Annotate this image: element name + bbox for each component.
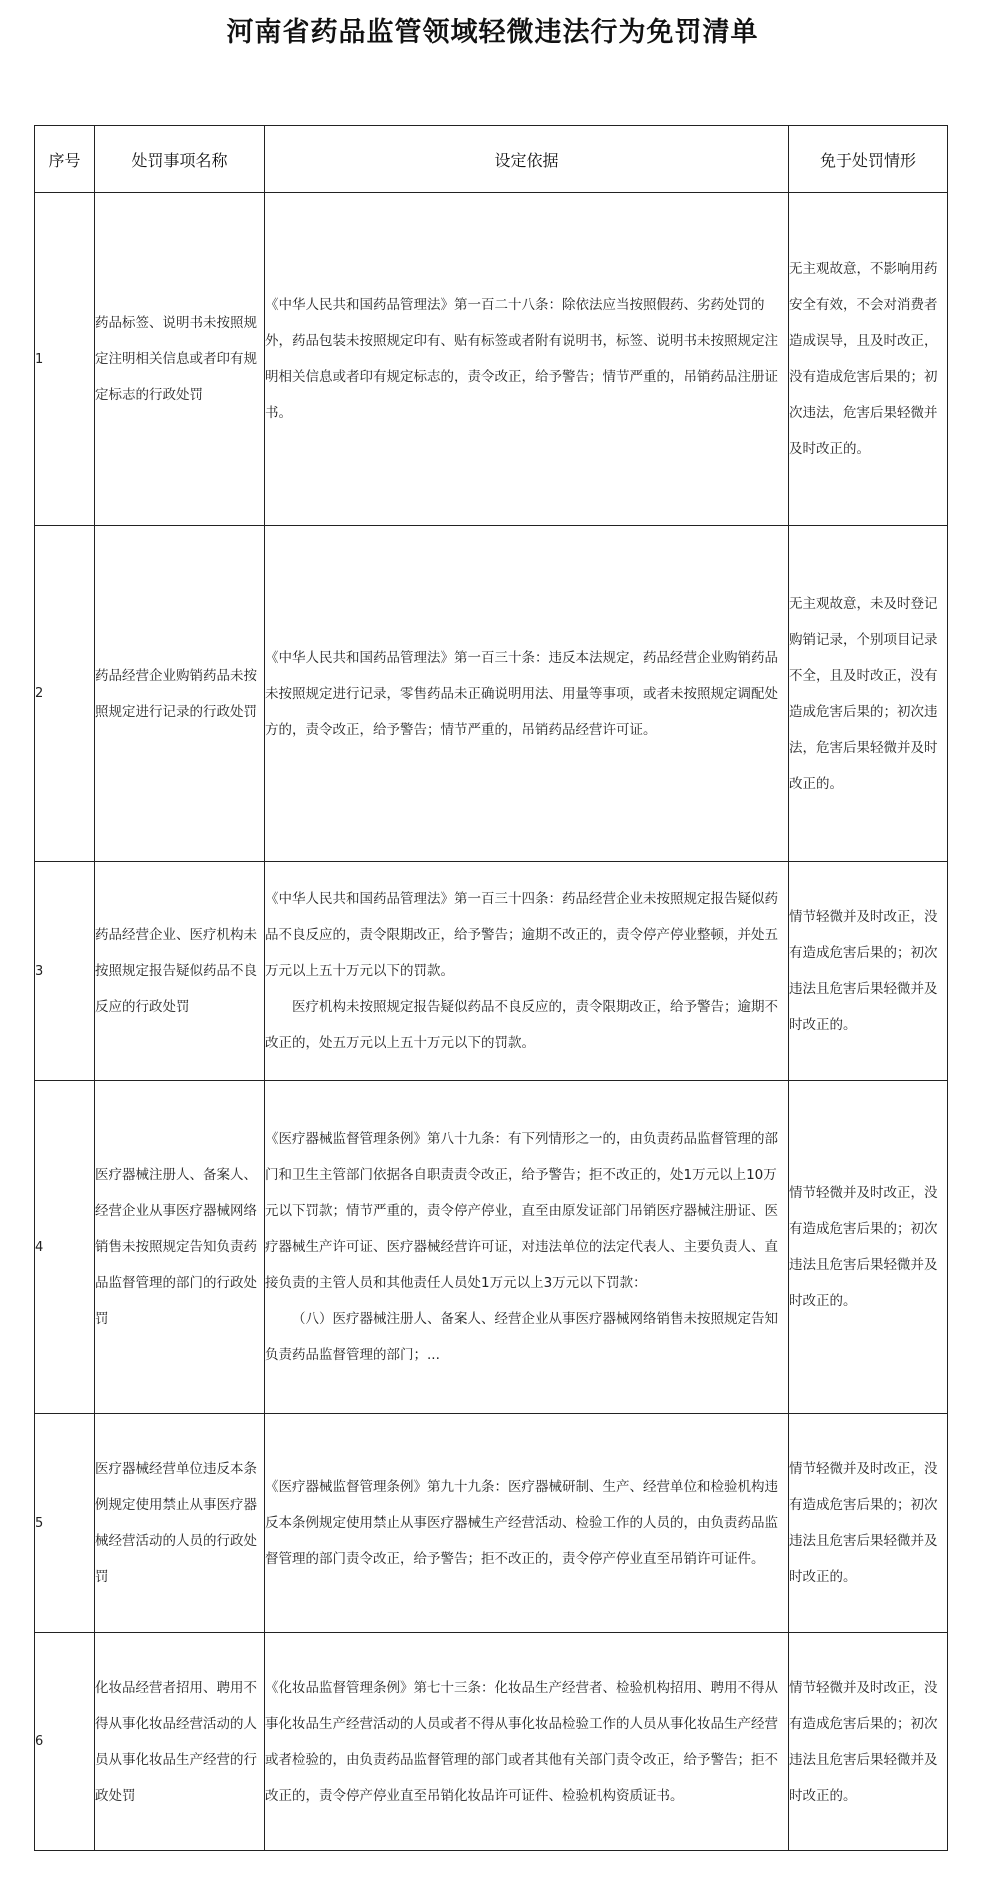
- penalty-item-name: 医疗器械经营单位违反本条例规定使用禁止从事医疗器械经营活动的人员的行政处罚: [95, 1414, 265, 1633]
- row-number: 4: [35, 1081, 95, 1414]
- table-row: [35, 1633, 948, 1851]
- penalty-item-name: 药品经营企业、医疗机构未按照规定报告疑似药品不良反应的行政处罚: [95, 862, 265, 1081]
- penalty-item-name: 医疗器械注册人、备案人、经营企业从事医疗器械网络销售未按照规定告知负责药品监督管理的部门的行政处罚: [95, 1081, 265, 1414]
- table-row: [35, 526, 948, 862]
- legal-basis-paragraph: 医疗机构未按照规定报告疑似药品不良反应的，责令限期改正，给予警告；逾期不改正的，处五万元以上五十万元以下的罚款。: [265, 999, 778, 1051]
- exemption-condition: 无主观故意，未及时登记购销记录，个别项目记录不全，且及时改正，没有造成危害后果的；初次违法，危害后果轻微并及时改正的。: [789, 526, 948, 862]
- legal-basis-paragraph: 《医疗器械监督管理条例》第九十九条：医疗器械研制、生产、经营单位和检验机构违反本条例规定使用禁止从事医疗器械生产经营活动、检验工作的人员的，由负责药品监督管理的部门责令改正，给予警告；拒不改正的，责令停产停业直至吊销许可证件。: [265, 1479, 778, 1567]
- legal-basis-paragraph: 《医疗器械监督管理条例》第八十九条：有下列情形之一的，由负责药品监督管理的部门和卫生主管部门依据各自职责责令改正，给予警告；拒不改正的，处1万元以上10万元以下罚款；情节严重的，责令停产停业，直至由原发证部门吊销医疗器械注册证、医疗器械生产许可证、医疗器械经营许可证，对违法单位的法定代表人、主要负责人、直接负责的主管人员和其他责任人员处1万元以上3万元以下罚款：: [265, 1131, 778, 1291]
- header-legal-basis: 设定依据: [265, 126, 789, 193]
- penalty-item-name: 化妆品经营者招用、聘用不得从事化妆品经营活动的人员从事化妆品生产经营的行政处罚: [95, 1633, 265, 1851]
- exemption-condition: 情节轻微并及时改正，没有造成危害后果的；初次违法且危害后果轻微并及时改正的。: [789, 1414, 948, 1633]
- table-header-row: [35, 126, 948, 193]
- legal-basis: [265, 193, 789, 526]
- exemption-condition: 情节轻微并及时改正，没有造成危害后果的；初次违法且危害后果轻微并及时改正的。: [789, 1633, 948, 1851]
- legal-basis: [265, 862, 789, 1081]
- header-item-name: 处罚事项名称: [95, 126, 265, 193]
- legal-basis-paragraph: 《中华人民共和国药品管理法》第一百三十条：违反本法规定，药品经营企业购销药品未按照规定进行记录，零售药品未正确说明用法、用量等事项，或者未按照规定调配处方的，责令改正，给予警告；情节严重的，吊销药品经营许可证。: [265, 649, 778, 738]
- row-number: 2: [35, 526, 95, 862]
- row-number: 5: [35, 1414, 95, 1633]
- legal-basis: [265, 1414, 789, 1633]
- header-number: 序号: [35, 126, 95, 193]
- exemption-condition: 情节轻微并及时改正，没有造成危害后果的；初次违法且危害后果轻微并及时改正的。: [789, 1081, 948, 1414]
- legal-basis-paragraph: 《化妆品监督管理条例》第七十三条：化妆品生产经营者、检验机构招用、聘用不得从事化妆品生产经营活动的人员或者不得从事化妆品检验工作的人员从事化妆品生产经营或者检验的，由负责药品监督管理的部门或者其他有关部门责令改正，给予警告；拒不改正的，责令停产停业直至吊销化妆品许可证件、检验机构资质证书。: [265, 1679, 778, 1804]
- legal-basis-paragraph: （八）医疗器械注册人、备案人、经营企业从事医疗器械网络销售未按照规定告知负责药品监督管理的部门；...: [265, 1311, 778, 1363]
- penalty-item-name: 药品标签、说明书未按照规定注明相关信息或者印有规定标志的行政处罚: [95, 193, 265, 526]
- table-row: [35, 862, 948, 1081]
- exemption-condition: 无主观故意，不影响用药安全有效，不会对消费者造成误导，且及时改正，没有造成危害后果的；初次违法，危害后果轻微并及时改正的。: [789, 193, 948, 526]
- exemption-condition: 情节轻微并及时改正，没有造成危害后果的；初次违法且危害后果轻微并及时改正的。: [789, 862, 948, 1081]
- row-number: 3: [35, 862, 95, 1081]
- legal-basis: [265, 526, 789, 862]
- table-row: [35, 1414, 948, 1633]
- legal-basis: [265, 1081, 789, 1414]
- legal-basis-paragraph: 《中华人民共和国药品管理法》第一百三十四条：药品经营企业未按照规定报告疑似药品不良反应的，责令限期改正，给予警告；逾期不改正的，责令停产停业整顿，并处五万元以上五十万元以下的罚款。: [265, 891, 778, 979]
- header-exemption-condition: 免于处罚情形: [789, 126, 948, 193]
- exemption-table: [34, 125, 948, 1851]
- table-row: [35, 193, 948, 526]
- penalty-item-name: 药品经营企业购销药品未按照规定进行记录的行政处罚: [95, 526, 265, 862]
- legal-basis-paragraph: 《中华人民共和国药品管理法》第一百二十八条：除依法应当按照假药、劣药处罚的外，药品包装未按照规定印有、贴有标签或者附有说明书，标签、说明书未按照规定注明相关信息或者印有规定标志的，责令改正，给予警告；情节严重的，吊销药品注册证书。: [265, 297, 778, 421]
- row-number: 1: [35, 193, 95, 526]
- row-number: 6: [35, 1633, 95, 1851]
- table-row: [35, 1081, 948, 1414]
- legal-basis: [265, 1633, 789, 1851]
- page-title: 河南省药品监管领域轻微违法行为免罚清单: [226, 17, 759, 48]
